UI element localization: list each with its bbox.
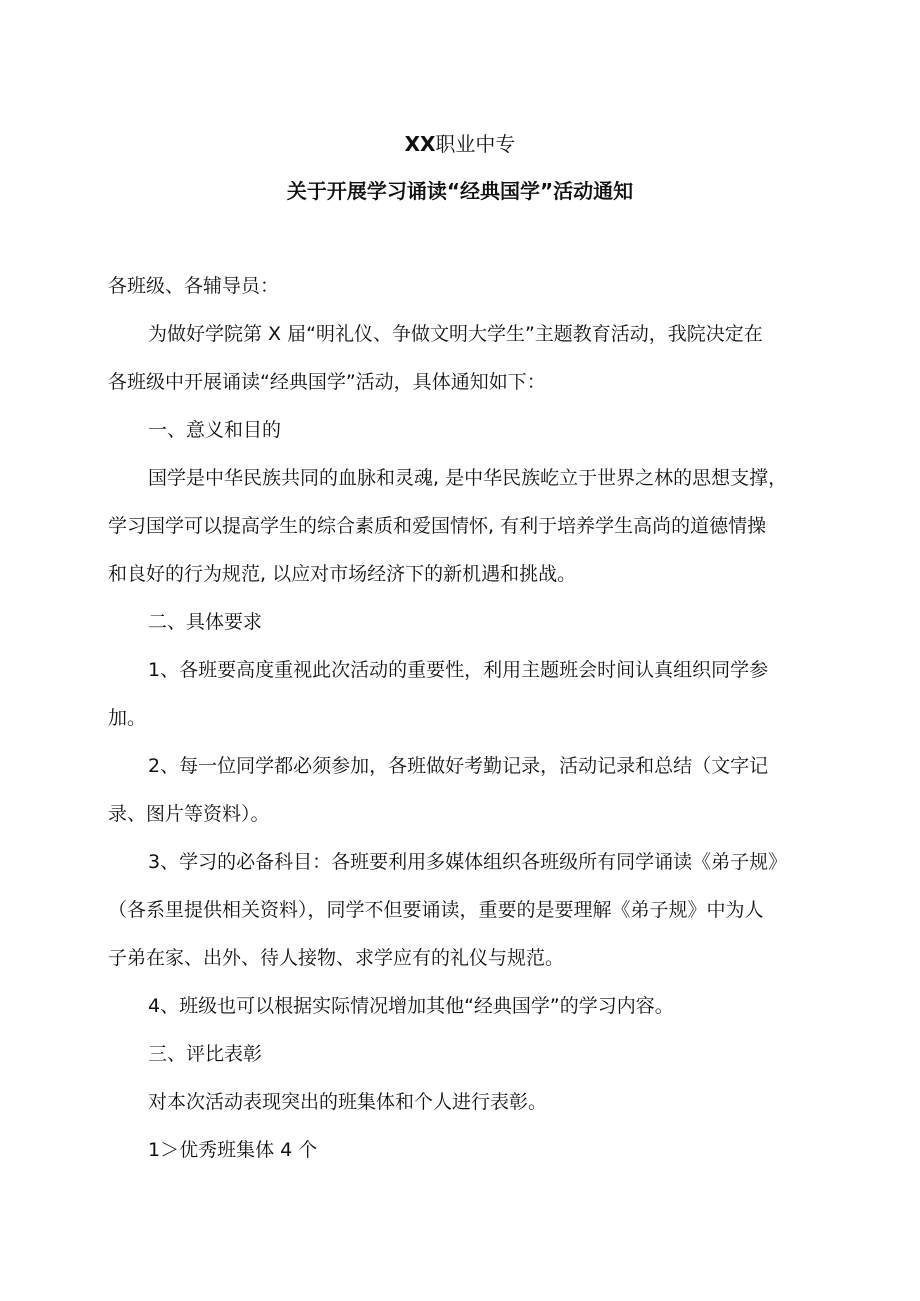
school-name-suffix: 职业中专 [435,132,516,156]
notice-body [108,262,820,1174]
school-name [0,130,920,158]
section-1-line-2: 学习国学可以提高学生的综合素质和爱国情怀, 有利于培养学生高尚的道德情操 [108,515,767,537]
section-3-line-1: 对本次活动表现突出的班集体和个人进行表彰。 [148,1091,548,1113]
requirement-4-line-1: 4、班级也可以根据实际情况增加其他“经典国学”的学习内容。 [148,995,674,1017]
requirement-2-line-2: 录、图片等资料）。 [108,803,270,825]
intro-line-2: 各班级中开展诵读“经典国学”活动，具体通知如下： [108,371,546,393]
school-name-prefix: XX [404,132,436,156]
requirement-3-line-2: （各系里提供相关资料），同学不但要诵读，重要的是要理解《弟子规》中为人 [108,899,764,921]
section-1-heading: 一、意义和目的 [148,419,282,441]
section-1-line-1: 国学是中华民族共同的血脉和灵魂, 是中华民族屹立于世界之林的思想支撑， [148,467,788,489]
requirement-3-line-3: 子弟在家、出外、待人接物、求学应有的礼仪与规范。 [108,947,565,969]
notice-title: 关于开展学习诵读“经典国学”活动通知 [286,179,634,203]
award-item-1: 1＞优秀班集体 4 个 [148,1139,318,1161]
section-2-heading: 二、具体要求 [148,611,263,633]
section-3-heading: 三、评比表彰 [148,1043,263,1065]
requirement-1-line-1: 1、各班要高度重视此次活动的重要性，利用主题班会时间认真组织同学参 [148,659,769,681]
salutation: 各班级、各辅导员： [108,275,280,297]
requirement-2-line-1: 2、每一位同学都必须参加，各班做好考勤记录，活动记录和总结（文字记 [148,755,769,777]
intro-line-1: 为做好学院第 X 届“明礼仪、争做文明大学生”主题教育活动，我院决定在 [148,323,763,345]
requirement-1-line-2: 加。 [108,707,147,729]
section-1-line-3: 和良好的行为规范, 以应对市场经济下的新机遇和挑战。 [108,563,577,585]
requirement-3-line-1: 3、学习的必备科目：各班要利用多媒体组织各班级所有同学诵读《弟子规》 [148,851,788,873]
